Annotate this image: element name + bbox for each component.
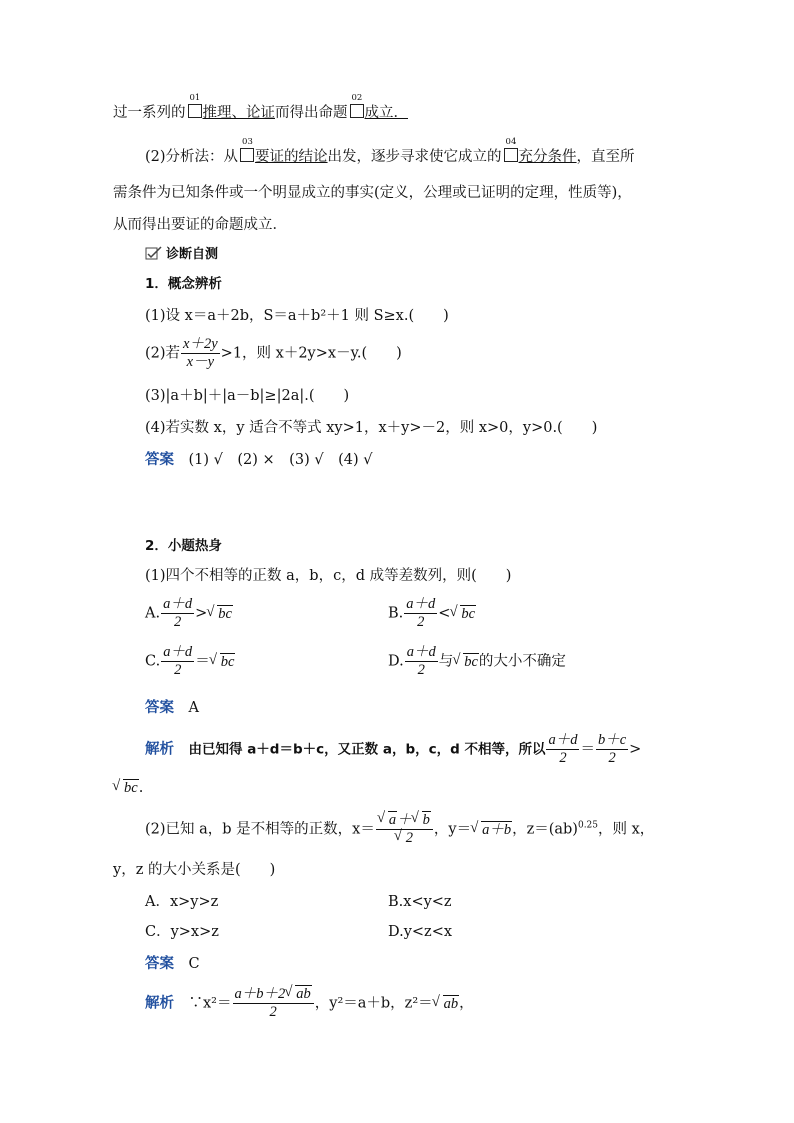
option-b: B.x<y<z (388, 894, 452, 910)
text-line: 从而得出要证的命题成立． (113, 217, 287, 233)
question: (4)若实数 x，y 适合不等式 xy>1，x＋y>－2，则 x>0，y>0.( ) (145, 420, 598, 436)
answer-line: 答案 (1) √ (2) × (3) √ (4) √ (145, 451, 373, 468)
blank-marker: 01 (188, 104, 202, 118)
question: (3)|a＋b|＋|a－b|≥|2a|.( ) (145, 388, 350, 404)
option-b: B. $\frac{a+d}{2}$ <√ bc (388, 596, 476, 631)
answer-text: 推理、论证 (202, 105, 275, 121)
solution-label: 解析 (145, 994, 174, 1012)
solution-line: 解析 由已知得 a＋d＝b＋c，又正数 a，b，c，d 不相等，所以 $\frac{a+d}{2}$ ＝ $\frac{b+c}{2}$ > (145, 732, 642, 766)
option-d: D.y<z<x (388, 924, 453, 940)
text-line: y，z 的大小关系是( ) (113, 862, 276, 878)
text-line-analysis: (2)分析法：从 03 要证的结论出发，逐步寻求使它成立的 04 充分条件，直至所 (145, 137, 635, 165)
fraction: $\frac{x+2y}{x-y}$ (183, 336, 218, 370)
option-c: C．y>x>z (145, 924, 219, 940)
answer-text: 充分条件 (518, 149, 577, 165)
answer-label: 答案 (145, 699, 174, 716)
diagnostic-heading: 诊断自测 (145, 244, 218, 265)
answer-text: 要证的结论 (255, 149, 328, 165)
question: (1)设 x＝a＋2b，S＝a＋b²＋1 则 S≥x.( ) (145, 308, 449, 324)
section-title: 1．概念辨析 (145, 276, 222, 292)
blank-marker: 03 (240, 148, 254, 162)
section-title: 2．小题热身 (145, 538, 222, 554)
pencil-check-icon (145, 246, 163, 260)
text-line: 需条件为已知条件或一个明显成立的事实(定义，公理或已证明的定理，性质等)， (113, 185, 632, 201)
option-d: D. $\frac{a+d}{2}$ 与√ bc的大小不确定 (388, 644, 566, 679)
text-line-intro (113, 93, 408, 123)
answer-line: 答案 C (145, 955, 200, 972)
text: 而得出命题 (275, 105, 348, 121)
option-a: A．x>y>z (145, 894, 219, 910)
solution-line: 解析 ∵x²＝ $\frac{a+b+2√ ab}{2}$ ，y²＝a＋b，z²＝√ ab， (145, 986, 474, 1021)
solution-label: 解析 (145, 740, 174, 758)
question: (2)若 $\frac{x+2y}{x-y}$ >1，则 x＋2y>x－y.( ) (145, 336, 402, 370)
blank-marker: 02 (350, 104, 364, 118)
answer-label: 答案 (145, 955, 174, 972)
question: (1)四个不相等的正数 a，b，c，d 成等差数列，则( ) (145, 568, 512, 584)
text: 过一系列的 (113, 105, 186, 121)
question: (2)已知 a，b 是不相等的正数，x＝ √ a＋√ b √ 2 ，y＝√ a＋b，z＝(ab)$^{0.25}$，则 x， (145, 812, 654, 847)
answer-line: 答案 A (145, 699, 199, 716)
option-c: C. $\frac{a+d}{2}$ ＝√ bc (145, 644, 235, 679)
option-a: A. $\frac{a+d}{2}$ >√ bc (145, 596, 233, 631)
answer-label: 答案 (145, 451, 174, 468)
answer-text: 成立． (364, 105, 408, 121)
solution-continuation: √ bc. (113, 778, 143, 798)
blank-marker: 04 (504, 148, 518, 162)
